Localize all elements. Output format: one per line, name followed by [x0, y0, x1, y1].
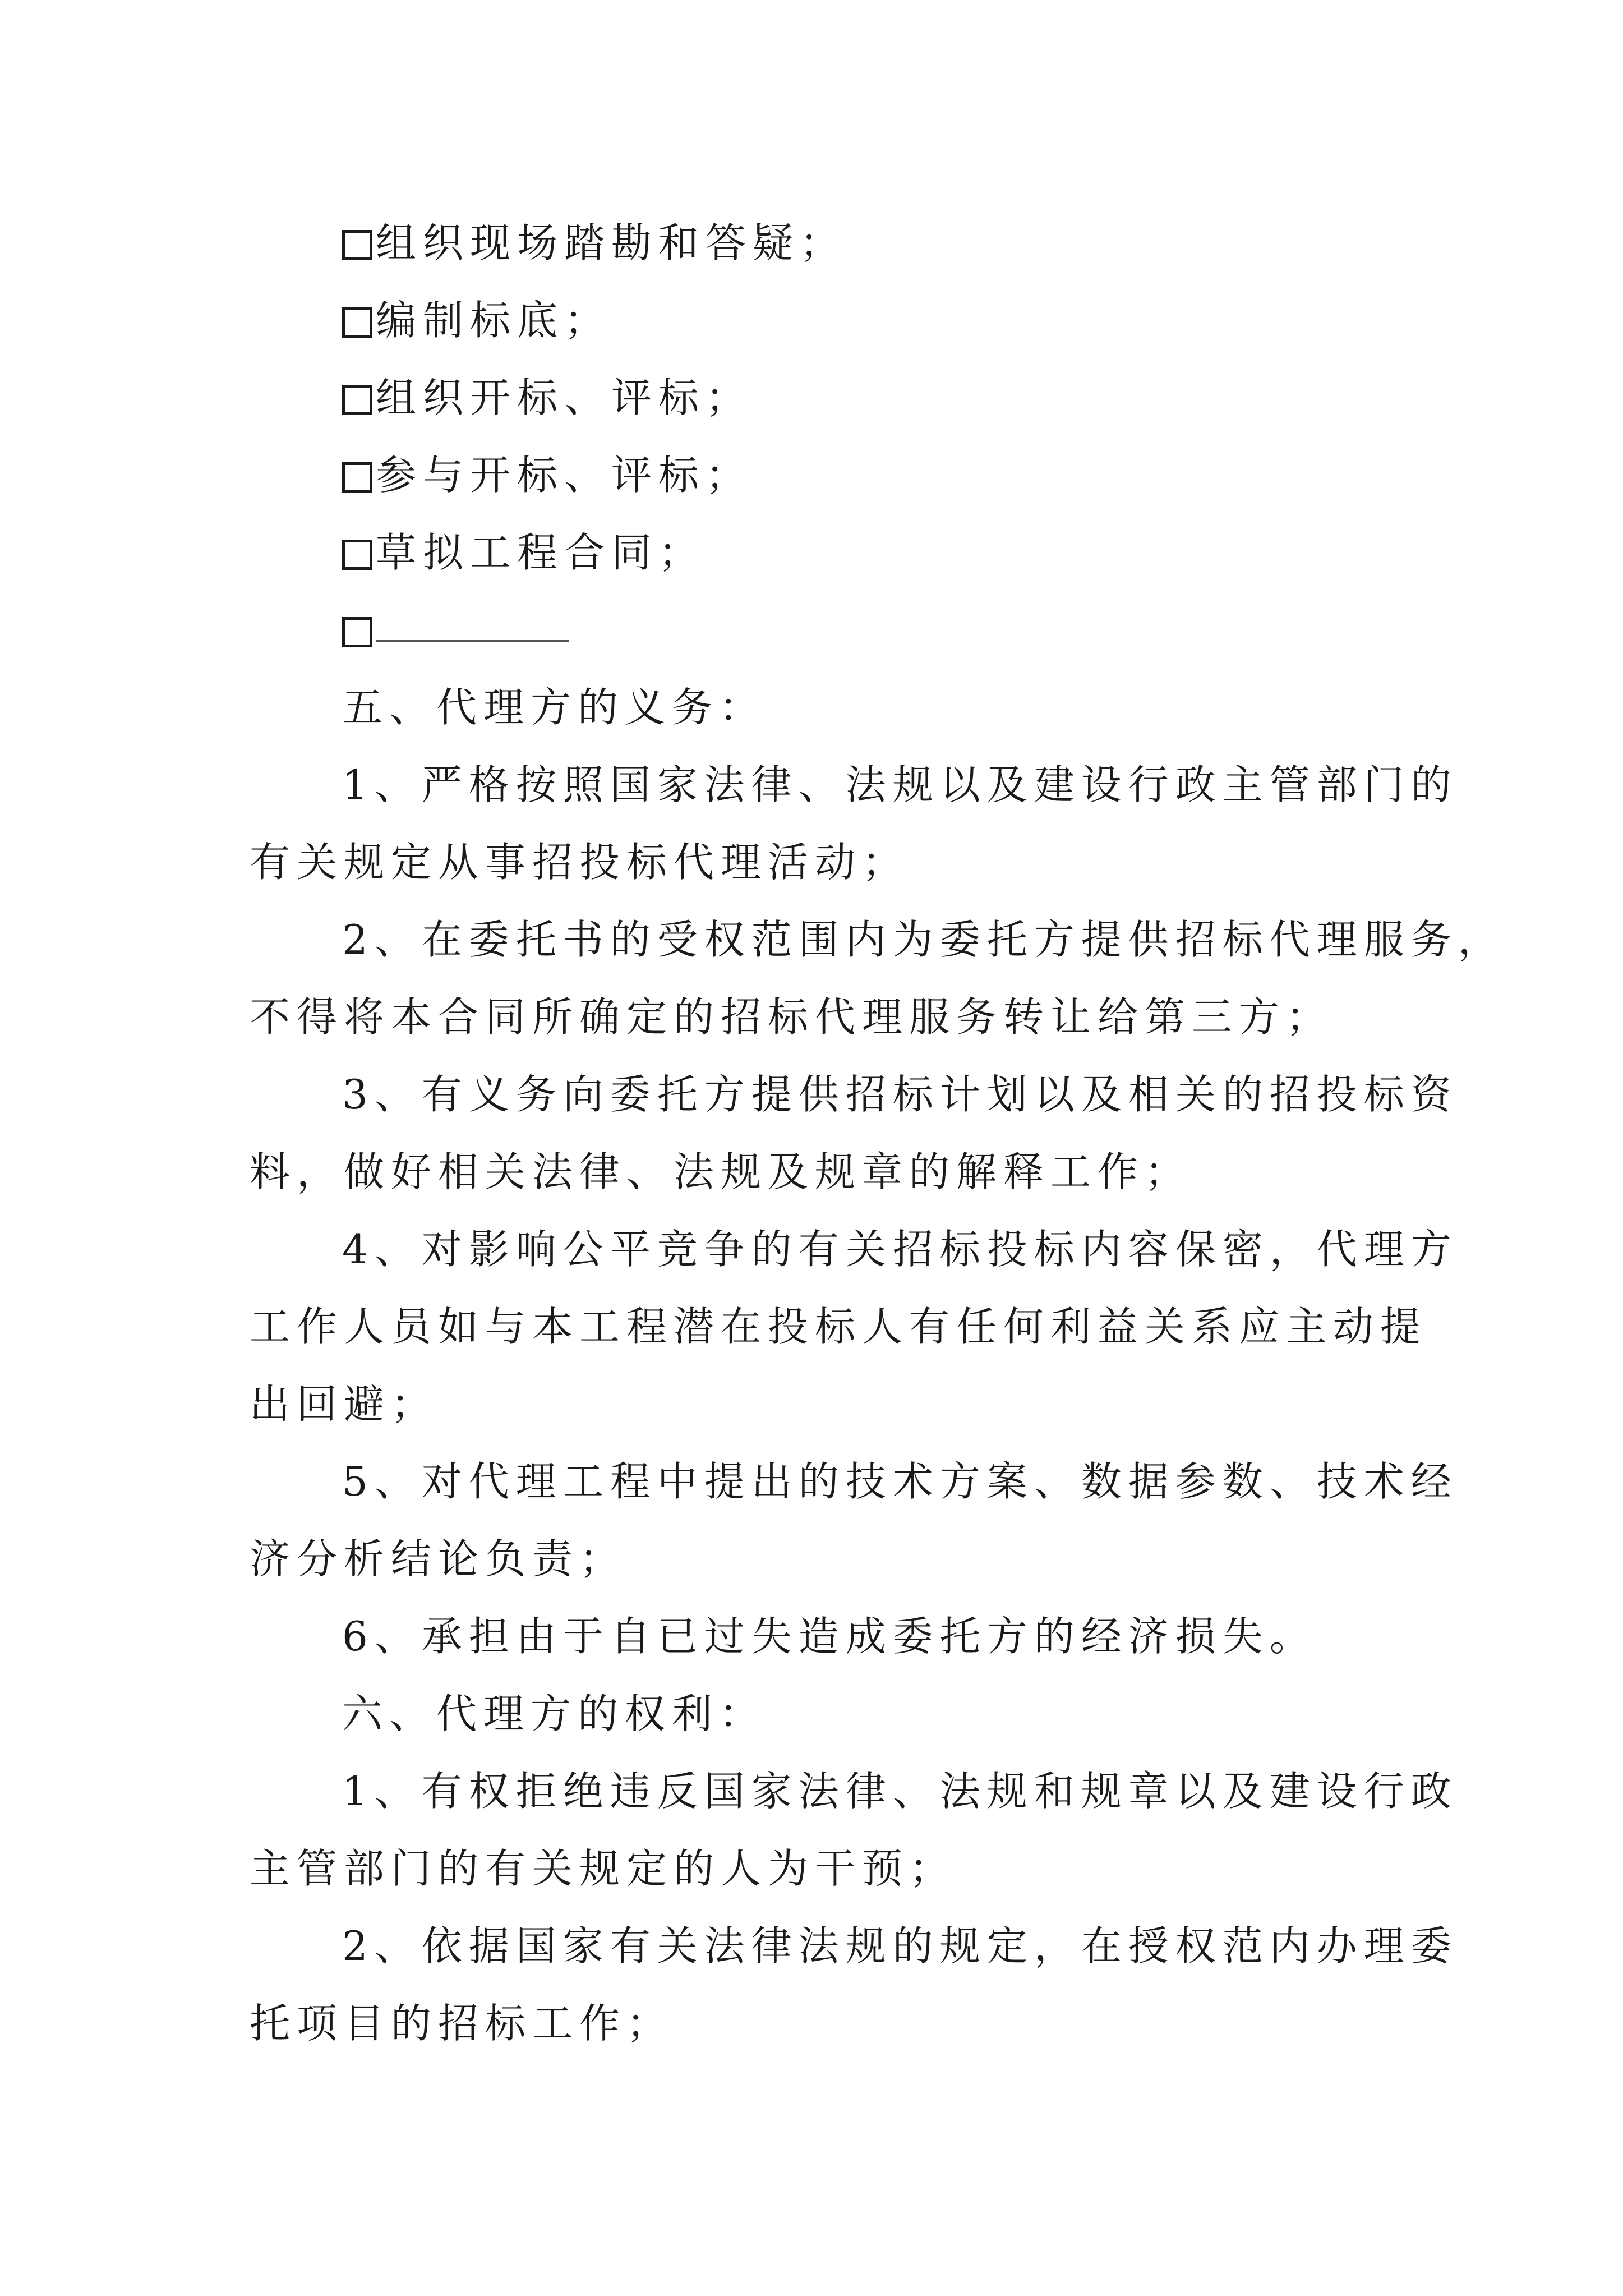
paragraph-line: 主管部门的有关规定的人为干预；	[250, 1845, 957, 1892]
paragraph-line: 3、有义务向委托方提供招标计划以及相关的招投标资	[342, 1071, 1458, 1118]
checkbox-icon	[342, 230, 372, 260]
paragraph-line: 济分析结论负责；	[250, 1535, 627, 1582]
section-heading: 五、代理方的义务：	[342, 684, 767, 731]
section-heading: 六、代理方的权利：	[342, 1690, 767, 1737]
paragraph-line: 不得将本合同所确定的招标代理服务转让给第三方；	[250, 993, 1334, 1041]
checkbox-icon	[342, 385, 372, 415]
checklist-item-text: 草拟工程合同；	[376, 529, 706, 576]
paragraph-line: 6、承担由于自已过失造成委托方的经济损失。	[342, 1613, 1317, 1660]
checklist-item	[342, 449, 753, 501]
paragraph-line: 有关规定从事招投标代理活动；	[250, 839, 910, 886]
checklist-item	[342, 527, 706, 578]
paragraph-line: 5、对代理工程中提出的技术方案、数据参数、技术经	[342, 1458, 1458, 1505]
checklist-item-text: 组织现场踏勘和答疑；	[376, 219, 847, 266]
paragraph-line: 料，做好相关法律、法规及规章的解释工作；	[250, 1148, 1192, 1195]
paragraph-line: 1、有权拒绝违反国家法律、法规和规章以及建设行政	[342, 1768, 1458, 1815]
checkbox-icon	[342, 462, 372, 493]
checklist-item	[342, 372, 753, 424]
checklist-item-text: 参与开标、评标；	[376, 452, 753, 499]
checklist-item-blank	[342, 604, 569, 656]
checkbox-icon	[342, 617, 372, 647]
paragraph-line: 2、依据国家有关法律法规的规定，在授权范内办理委	[342, 1922, 1458, 1970]
checkbox-icon	[342, 540, 372, 570]
checkbox-icon	[342, 307, 372, 338]
paragraph-line: 托项目的招标工作；	[250, 2000, 674, 2047]
paragraph-line: 2、在委托书的受权范围内为委托方提供招标代理服务，	[342, 916, 1505, 963]
checklist-item-text: 组织开标、评标；	[376, 374, 753, 421]
checklist-item-text: 编制标底；	[376, 297, 612, 344]
paragraph-line: 出回避；	[250, 1381, 439, 1428]
checklist-item	[342, 295, 611, 346]
paragraph-line: 4、对影响公平竞争的有关招标投标内容保密，代理方	[342, 1226, 1458, 1273]
fill-in-blank-line	[376, 640, 569, 642]
checklist-item	[342, 217, 847, 269]
paragraph-line: 1、严格按照国家法律、法规以及建设行政主管部门的	[342, 761, 1458, 808]
paragraph-line: 工作人员如与本工程潜在投标人有任何利益关系应主动提	[250, 1303, 1428, 1350]
